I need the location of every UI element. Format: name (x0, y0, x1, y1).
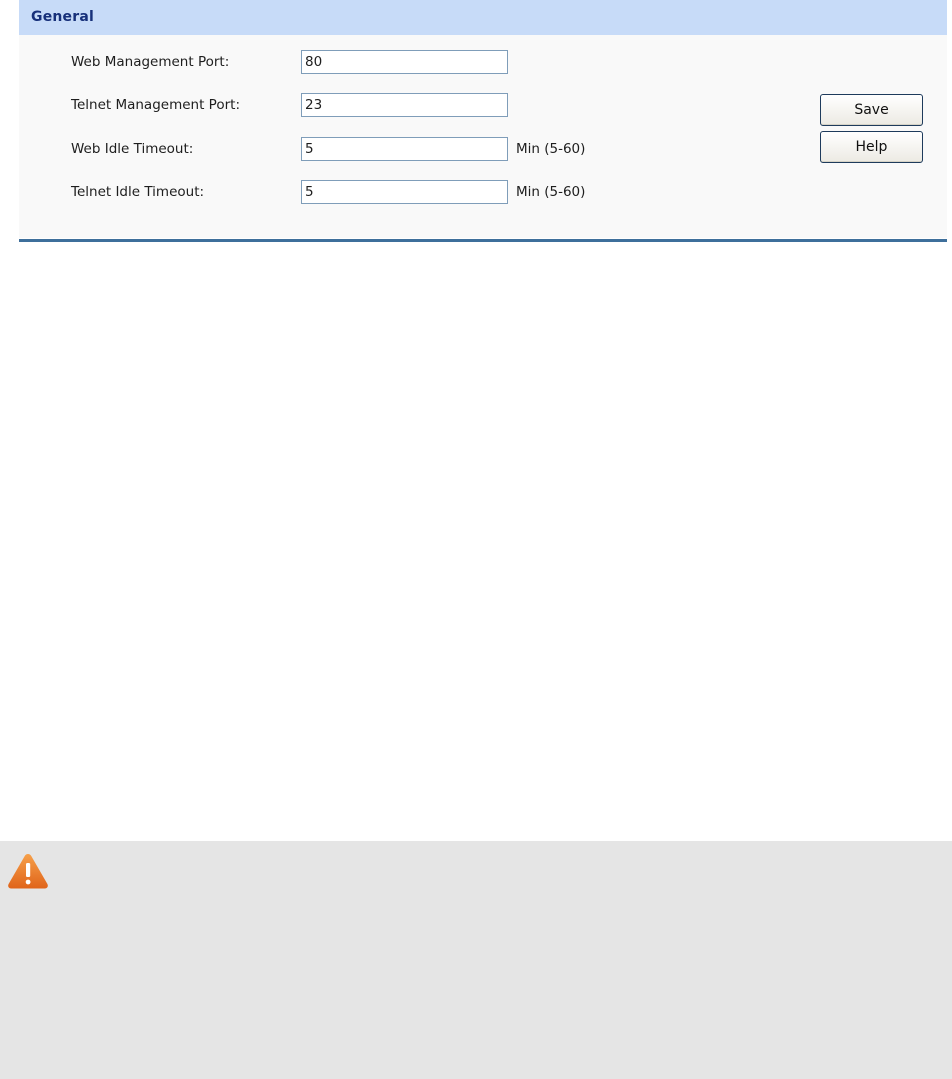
general-settings-panel (19, 0, 947, 242)
help-button[interactable]: Help (820, 131, 923, 163)
web-management-port-label: Web Management Port: (71, 54, 230, 70)
telnet-management-port-input[interactable] (301, 93, 508, 117)
warning-triangle-icon (6, 852, 50, 890)
telnet-idle-timeout-label: Telnet Idle Timeout: (71, 184, 205, 200)
panel-header (19, 0, 947, 35)
web-management-port-row (19, 50, 719, 76)
web-idle-timeout-row (19, 137, 719, 163)
telnet-idle-timeout-unit: Min (5-60) (516, 184, 586, 200)
telnet-idle-timeout-input[interactable] (301, 180, 508, 204)
web-idle-timeout-input[interactable] (301, 137, 508, 161)
web-management-port-input[interactable] (301, 50, 508, 74)
web-idle-timeout-unit: Min (5-60) (516, 141, 586, 157)
panel-title: General (31, 9, 94, 25)
telnet-idle-timeout-row (19, 180, 719, 206)
panel-body (19, 35, 947, 238)
telnet-management-port-row (19, 93, 719, 119)
web-idle-timeout-label: Web Idle Timeout: (71, 141, 194, 157)
save-button[interactable]: Save (820, 94, 923, 126)
panel-bottom-rule (19, 239, 947, 242)
telnet-management-port-label: Telnet Management Port: (71, 97, 240, 113)
notice-box (0, 841, 952, 1079)
